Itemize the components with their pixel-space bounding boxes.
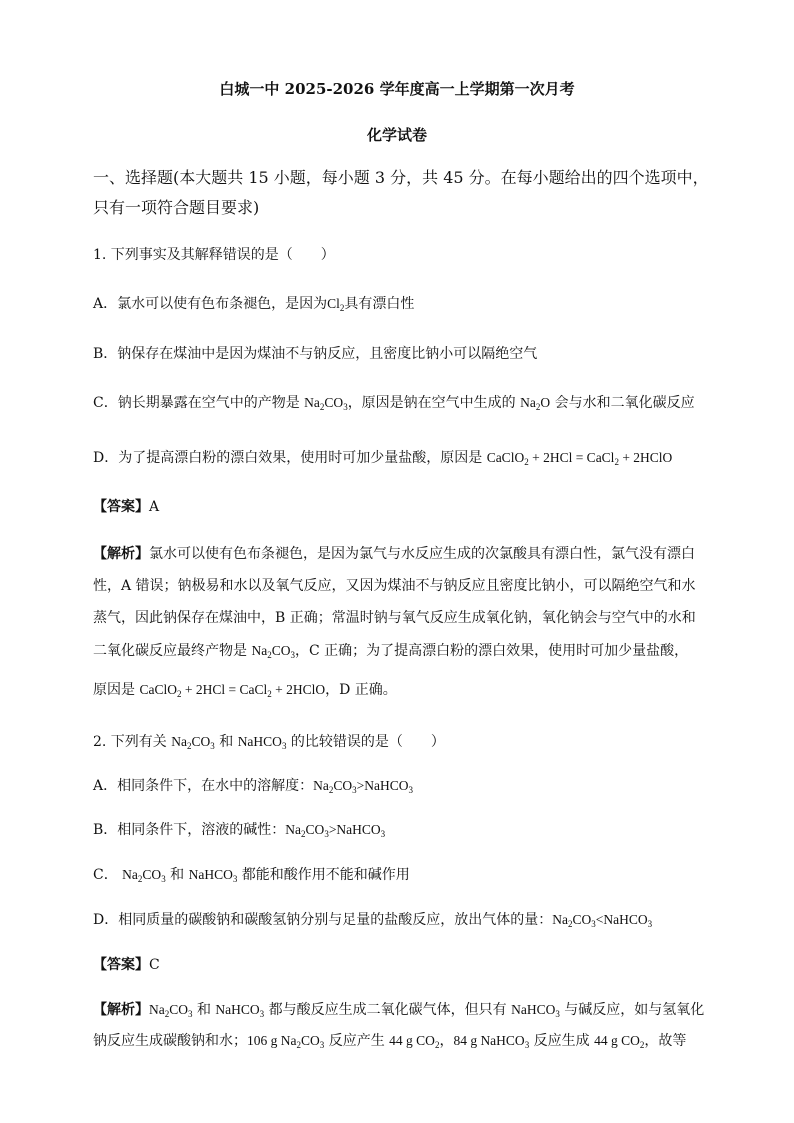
question-2-option-b: B．相同条件下，溶液的碱性：$Na_2CO_3>NaHCO_3$ xyxy=(93,822,386,839)
question-1-analysis-line5: 原因是 CaClO$_2$ + 2HCl = CaCl$_2$ + 2HClO，D 正确。 xyxy=(93,682,397,699)
question-1-analysis-line3: 蒸气，因此钠保存在煤油中，B 正确；常温时钠与氧气反应生成氧化钠，氧化钠会与空气中的水和 xyxy=(93,610,696,626)
question-1-option-c: C．钠长期暴露在空气中的产物是 $Na_2CO_3$，原因是钠在空气中生成的 $Na_2O$ 会与水和二氧化碳反应 xyxy=(93,395,695,412)
exam-title: 白城一中 2025-2026 学年度高一上学期第一次月考 xyxy=(219,80,575,98)
question-1-analysis-line4: 二氧化碳反应最终产物是 $Na_2CO_3$，C 正确；为了提高漂白粉的漂白效果，使用时可加少量盐酸， xyxy=(93,643,689,660)
question-2-option-d: D．相同质量的碳酸钠和碳酸氢钠分别与足量的盐酸反应，放出气体的量：$Na_2CO_3<NaHCO_3$ xyxy=(93,912,653,929)
section-heading-line1: 一、选择题(本大题共 15 小题，每小题 3 分，共 45 分。在每小题给出的四个选项中， xyxy=(93,168,709,187)
question-1-analysis-line1: 【解析】氯水可以使有色布条褪色，是因为氯气与水反应生成的次氯酸具有漂白性，氯气没有漂白 xyxy=(93,546,695,562)
question-1-stem: 1. 下列事实及其解释错误的是（ ） xyxy=(93,247,335,263)
question-1-answer: 【答案】A xyxy=(93,499,160,515)
question-2-answer: 【答案】C xyxy=(93,957,160,973)
question-2-analysis-line2: 钠反应生成碳酸钠和水；106 g $Na_2CO_3$ 反应产生 44 g $CO_2$，84 g NaHCO$_3$ 反应生成 44 g $CO_2$，故等 xyxy=(93,1033,687,1050)
exam-subtitle: 化学试卷 xyxy=(366,126,427,144)
question-1-option-a: A．氯水可以使有色布条褪色，是因为$Cl_2$具有漂白性 xyxy=(93,296,415,313)
question-1-option-b: B．钠保存在煤油中是因为煤油不与钠反应，且密度比钠小可以隔绝空气 xyxy=(93,346,538,362)
question-2-analysis-line1: 【解析】$Na_2CO_3$ 和 NaHCO$_3$ 都与酸反应生成二氧化碳气体，但只有 NaHCO$_3$ 与碱反应，如与氢氧化 xyxy=(93,1002,705,1019)
question-1-option-d: D．为了提高漂白粉的漂白效果，使用时可加少量盐酸，原因是 CaClO$_2$ + 2HCl = CaCl$_2$ + 2HClO xyxy=(93,450,673,467)
section-heading-line2: 只有一项符合题目要求) xyxy=(93,198,260,217)
question-2-option-a: A．相同条件下，在水中的溶解度：$Na_2CO_3>NaHCO_3$ xyxy=(93,778,413,795)
question-2-stem: 2. 下列有关 $Na_2CO_3$ 和 NaHCO$_3$ 的比较错误的是（ ） xyxy=(93,734,445,751)
question-1-analysis-line2: 性，A 错误；钠极易和水以及氧气反应，又因为煤油不与钠反应且密度比钠小，可以隔绝空气和水 xyxy=(93,578,696,594)
question-2-option-c: C． $Na_2CO_3$ 和 NaHCO$_3$ 都能和酸作用不能和碱作用 xyxy=(93,867,410,884)
